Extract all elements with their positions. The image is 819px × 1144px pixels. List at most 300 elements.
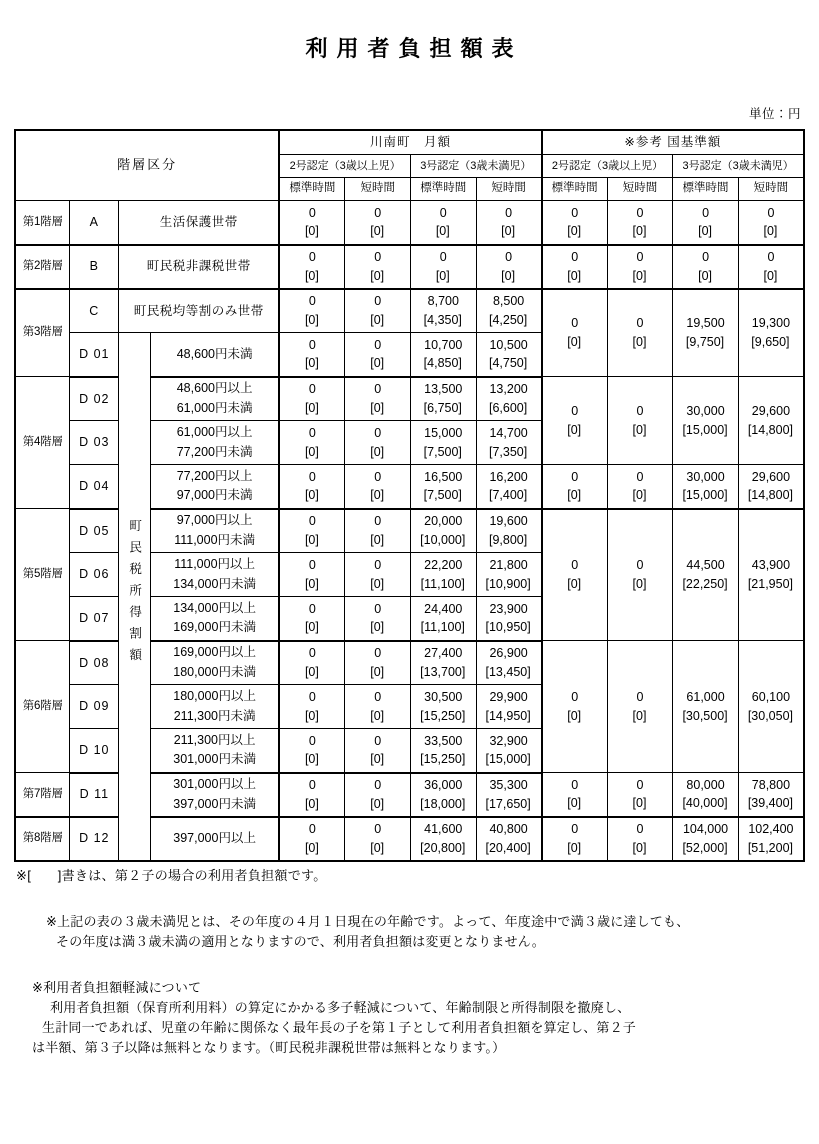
amount-primary: 10,700 — [424, 337, 463, 352]
amount-primary: 30,500 — [424, 689, 463, 704]
tier-code-cell: D 03 — [70, 421, 119, 465]
amount-cell — [345, 465, 411, 509]
amount-primary: 0 — [636, 205, 644, 220]
amount-second-child: [0] — [567, 708, 582, 723]
amount-second-child: [0] — [304, 840, 319, 855]
amount-primary: 78,800 — [751, 777, 791, 792]
amount-second-child: [22,250] — [682, 576, 728, 591]
amount-second-child: [0] — [370, 840, 385, 855]
note3-line3: は半額、第３子以降は無料となります。（町民税非課税世帯は無料となります。） — [32, 1040, 506, 1056]
amount-primary: 0 — [308, 557, 316, 572]
amount-second-child: [0] — [567, 224, 582, 239]
header-kaiso-kubun: 階層区分 — [15, 130, 279, 201]
amount-primary: 104,000 — [682, 821, 729, 836]
income-range-cell — [150, 509, 279, 553]
note3-title: ※利用者負担額軽減について — [32, 979, 202, 995]
amount-cell — [673, 773, 739, 817]
amount-primary: 0 — [571, 689, 579, 704]
amount-primary: 8,500 — [492, 294, 525, 308]
amount-second-child: [15,250] — [420, 752, 466, 767]
income-range-line: 180,000円以上 — [173, 689, 256, 704]
amount-second-child: [0] — [632, 796, 647, 811]
table-row — [15, 289, 804, 333]
amount-primary: 30,000 — [686, 469, 725, 484]
fee-table — [14, 129, 805, 862]
unit-note: 単位：円 — [748, 107, 801, 121]
amount-cell — [476, 509, 542, 553]
income-range-line: 77,200円未満 — [176, 444, 253, 459]
amount-cell — [476, 245, 542, 289]
amount-second-child: [52,000] — [682, 840, 728, 855]
amount-second-child: [0] — [304, 356, 319, 371]
amount-primary: 0 — [374, 514, 382, 528]
amount-cell — [673, 465, 739, 509]
amount-second-child: [0] — [632, 708, 647, 723]
amount-cell — [476, 333, 542, 377]
amount-cell — [345, 729, 411, 773]
amount-primary: 22,200 — [424, 557, 463, 572]
income-range-line: 48,600円以上 — [176, 381, 253, 396]
amount-second-child: [9,650] — [751, 334, 790, 349]
amount-primary: 21,800 — [489, 557, 528, 572]
amount-cell — [476, 553, 542, 597]
amount-cell — [607, 289, 673, 377]
amount-primary: 0 — [374, 249, 382, 264]
amount-second-child: [10,950] — [485, 620, 531, 635]
amount-primary: 0 — [636, 821, 644, 836]
amount-second-child: [30,050] — [747, 708, 794, 723]
tier-code-cell: D 08 — [70, 641, 119, 685]
vertical-income-label-text: 町民税所得割額 — [127, 519, 142, 670]
amount-cell — [411, 509, 477, 553]
amount-cell — [411, 289, 477, 333]
income-range-line: 61,000円未満 — [176, 400, 253, 415]
notes-section — [16, 866, 819, 1059]
income-range-cell — [150, 377, 279, 421]
amount-second-child: [13,700] — [420, 664, 466, 679]
note-bracket-meaning: ※[ ]書きは、第２子の場合の利用者負担額です。 — [16, 867, 327, 883]
amount-primary: 16,200 — [489, 469, 528, 484]
amount-cell — [673, 245, 739, 289]
tier-label-cell: 第3階層 — [15, 289, 70, 377]
amount-second-child: [7,500] — [423, 444, 462, 459]
income-range-cell — [150, 817, 279, 861]
amount-second-child: [21,950] — [747, 576, 794, 591]
amount-second-child: [17,650] — [485, 796, 531, 811]
amount-second-child: [0] — [370, 268, 385, 283]
amount-second-child: [0] — [304, 532, 319, 547]
amount-second-child: [0] — [370, 532, 385, 547]
amount-cell — [738, 817, 804, 861]
amount-primary: 80,000 — [686, 777, 725, 792]
amount-second-child: [0] — [501, 224, 516, 239]
amount-primary: 0 — [374, 337, 382, 352]
note-under-three-definition — [46, 912, 819, 952]
amount-primary: 61,000 — [686, 689, 725, 704]
amount-primary: 0 — [571, 403, 579, 418]
amount-cell — [279, 553, 345, 597]
amount-cell — [607, 509, 673, 641]
amount-primary: 0 — [439, 205, 447, 220]
header-cert-town-3go: 3号認定（3歳未満児） — [411, 155, 542, 178]
amount-cell — [411, 377, 477, 421]
amount-second-child: [0] — [567, 334, 582, 349]
amount-second-child: [0] — [632, 334, 647, 349]
amount-second-child: [0] — [304, 664, 319, 679]
amount-second-child: [6,750] — [423, 400, 462, 415]
amount-primary: 0 — [374, 733, 382, 748]
amount-second-child: [0] — [763, 268, 778, 283]
table-row — [15, 201, 804, 245]
amount-second-child: [0] — [304, 400, 319, 415]
amount-second-child: [15,250] — [420, 708, 466, 723]
amount-second-child: [10,000] — [420, 532, 466, 547]
amount-cell — [542, 201, 608, 245]
income-range-cell — [150, 597, 279, 641]
note-reduction — [32, 978, 819, 1059]
header-time-town-3go-short: 短時間 — [476, 178, 542, 201]
household-description: 生活保護世帯 — [119, 201, 280, 245]
tier-code-cell: D 10 — [70, 729, 119, 773]
amount-second-child: [14,800] — [747, 488, 794, 503]
amount-cell — [345, 421, 411, 465]
amount-cell — [607, 377, 673, 465]
income-range-line: 48,600円未満 — [176, 346, 253, 361]
amount-primary: 16,500 — [424, 469, 463, 484]
amount-second-child: [0] — [501, 268, 516, 283]
amount-cell — [673, 289, 739, 377]
amount-second-child: [4,850] — [423, 356, 462, 371]
amount-primary: 0 — [767, 249, 775, 264]
header-time-town-2go-standard: 標準時間 — [279, 178, 345, 201]
header-group-town: 川南町 月額 — [279, 130, 541, 155]
amount-second-child: [0] — [370, 312, 385, 327]
amount-primary: 0 — [374, 294, 382, 308]
amount-primary: 0 — [636, 403, 644, 418]
amount-second-child: [0] — [698, 224, 712, 239]
note2-line2: その年度は満３歳未満の適用となりますので、利用者負担額は変更となりません。 — [56, 933, 545, 949]
page-title: 利用者負担額表 — [305, 36, 523, 61]
amount-second-child: [0] — [567, 488, 582, 503]
amount-primary: 0 — [636, 777, 644, 792]
amount-primary: 0 — [505, 205, 513, 220]
amount-second-child: [14,950] — [485, 708, 531, 723]
amount-cell — [279, 289, 345, 333]
amount-second-child: [0] — [567, 840, 582, 855]
amount-primary: 0 — [571, 316, 579, 330]
amount-cell — [279, 421, 345, 465]
amount-second-child: [0] — [632, 224, 647, 239]
amount-primary: 0 — [374, 689, 382, 704]
amount-primary: 29,600 — [751, 469, 791, 484]
amount-cell — [607, 641, 673, 773]
amount-primary: 0 — [374, 205, 382, 220]
amount-second-child: [0] — [370, 752, 385, 767]
amount-primary: 0 — [767, 205, 775, 220]
amount-primary: 14,700 — [489, 425, 528, 440]
note3-line1: 利用者負担額（保育所利用料）の算定にかかる多子軽減について、年齢制限と所得制限を撤廃し、 — [50, 1000, 631, 1016]
income-range-line: 211,300円未満 — [173, 708, 256, 723]
amount-primary: 0 — [308, 689, 316, 704]
header-time-natl-3go-short: 短時間 — [738, 178, 804, 201]
tier-label-cell: 第6階層 — [15, 641, 70, 773]
amount-cell — [673, 377, 739, 465]
amount-primary: 0 — [308, 733, 316, 748]
amount-primary: 0 — [636, 469, 644, 484]
amount-cell — [345, 333, 411, 377]
amount-primary: 33,500 — [424, 733, 463, 748]
amount-second-child: [7,500] — [423, 488, 462, 503]
amount-second-child: [4,350] — [423, 312, 462, 327]
amount-cell — [542, 377, 608, 465]
amount-cell — [542, 289, 608, 377]
income-range-cell — [150, 685, 279, 729]
amount-second-child: [0] — [370, 400, 385, 415]
header-cert-natl-2go: 2号認定（3歳以上児） — [542, 155, 673, 178]
income-range-line: 97,000円以上 — [176, 513, 253, 528]
household-description: 町民税非課税世帯 — [119, 245, 280, 289]
amount-second-child: [0] — [304, 796, 319, 811]
amount-primary: 24,400 — [424, 601, 463, 616]
amount-cell — [738, 289, 804, 377]
amount-primary: 0 — [374, 646, 382, 660]
amount-cell — [411, 773, 477, 817]
amount-primary: 0 — [308, 601, 316, 616]
amount-cell — [738, 509, 804, 641]
amount-primary: 0 — [505, 249, 513, 264]
income-range-line: 111,000円未満 — [174, 532, 256, 547]
income-range-line: 169,000円未満 — [173, 620, 256, 635]
amount-cell — [542, 773, 608, 817]
income-range-line: 301,000円未満 — [173, 752, 256, 767]
amount-second-child: [0] — [304, 224, 319, 239]
amount-primary: 0 — [374, 557, 382, 572]
amount-cell — [345, 597, 411, 641]
note3-line2: 生計同一であれば、児童の年齢に関係なく最年長の子を第１子として利用者負担額を算定し、第２子 — [42, 1020, 637, 1036]
amount-cell — [476, 817, 542, 861]
amount-cell — [476, 641, 542, 685]
amount-second-child: [0] — [632, 422, 647, 437]
amount-cell — [345, 377, 411, 421]
amount-cell — [476, 289, 542, 333]
amount-second-child: [0] — [304, 268, 319, 283]
amount-cell — [411, 201, 477, 245]
amount-cell — [738, 377, 804, 465]
tier-code-cell: D 05 — [70, 509, 119, 553]
tier-code-cell: D 01 — [70, 333, 119, 377]
amount-cell — [542, 245, 608, 289]
amount-cell — [542, 509, 608, 641]
amount-primary: 60,100 — [751, 689, 791, 704]
amount-second-child: [0] — [304, 576, 319, 591]
amount-second-child: [14,800] — [747, 422, 794, 437]
amount-primary: 43,900 — [751, 558, 791, 572]
tier-label-cell: 第2階層 — [15, 245, 70, 289]
table-body — [15, 201, 804, 861]
amount-cell — [476, 729, 542, 773]
amount-primary: 0 — [308, 382, 316, 396]
tier-code-cell: D 11 — [70, 773, 119, 817]
amount-second-child: [0] — [304, 312, 319, 327]
amount-second-child: [4,750] — [488, 356, 528, 371]
amount-cell — [279, 201, 345, 245]
amount-primary: 44,500 — [686, 558, 725, 572]
tier-code-cell: D 02 — [70, 377, 119, 421]
amount-cell — [345, 201, 411, 245]
household-description: 町民税均等割のみ世帯 — [119, 289, 280, 333]
amount-second-child: [0] — [435, 268, 450, 283]
amount-primary: 0 — [308, 205, 316, 220]
amount-cell — [279, 685, 345, 729]
amount-cell — [411, 553, 477, 597]
income-range-line: 180,000円未満 — [173, 664, 256, 679]
amount-second-child: [7,350] — [488, 444, 528, 459]
amount-second-child: [11,100] — [420, 620, 465, 635]
header-group-national: ※参考 国基準額 — [542, 130, 804, 155]
amount-primary: 0 — [374, 821, 382, 836]
amount-primary: 0 — [571, 469, 579, 484]
income-range-line: 301,000円以上 — [173, 777, 256, 792]
amount-second-child: [4,250] — [488, 312, 528, 327]
amount-cell — [345, 685, 411, 729]
income-range-cell — [150, 773, 279, 817]
amount-primary: 0 — [571, 558, 579, 572]
amount-cell — [476, 597, 542, 641]
income-range-cell — [150, 465, 279, 509]
amount-cell — [476, 773, 542, 817]
amount-second-child: [0] — [632, 268, 647, 283]
amount-primary: 0 — [308, 337, 316, 352]
amount-second-child: [0] — [632, 488, 647, 503]
amount-second-child: [7,400] — [488, 488, 528, 503]
amount-cell — [738, 641, 804, 773]
amount-cell — [542, 817, 608, 861]
amount-primary: 26,900 — [489, 646, 528, 660]
amount-cell — [607, 245, 673, 289]
header-time-town-2go-short: 短時間 — [345, 178, 411, 201]
amount-cell — [673, 201, 739, 245]
amount-primary: 0 — [571, 821, 579, 836]
amount-second-child: [0] — [567, 796, 582, 811]
header-time-natl-3go-standard: 標準時間 — [673, 178, 739, 201]
amount-second-child: [0] — [304, 488, 319, 503]
amount-cell — [411, 597, 477, 641]
income-range-line: 397,000円以上 — [173, 830, 256, 845]
amount-second-child: [0] — [304, 708, 319, 723]
amount-primary: 8,700 — [427, 294, 459, 308]
amount-second-child: [0] — [370, 796, 385, 811]
amount-cell — [279, 641, 345, 685]
amount-primary: 0 — [636, 558, 644, 572]
amount-second-child: [0] — [370, 356, 385, 371]
amount-cell — [607, 465, 673, 509]
amount-cell — [673, 817, 739, 861]
amount-primary: 0 — [636, 249, 644, 264]
header-time-town-3go-standard: 標準時間 — [411, 178, 477, 201]
tier-label-cell: 第1階層 — [15, 201, 70, 245]
income-range-line: 134,000円以上 — [173, 600, 256, 615]
amount-primary: 0 — [308, 777, 316, 792]
amount-primary: 19,600 — [489, 514, 528, 528]
table-header — [15, 130, 804, 201]
tier-code-cell: D 04 — [70, 465, 119, 509]
amount-cell — [607, 201, 673, 245]
amount-primary: 0 — [374, 382, 382, 396]
income-range-line: 97,000円未満 — [176, 488, 253, 503]
amount-second-child: [0] — [763, 224, 778, 239]
note2-line1: ※上記の表の３歳未満児とは、その年度の４月１日現在の年齢です。よって、年度途中で満３歳に達しても、 — [46, 913, 690, 929]
amount-cell — [345, 245, 411, 289]
amount-cell — [279, 465, 345, 509]
income-range-line: 77,200円以上 — [176, 468, 253, 483]
amount-cell — [673, 641, 739, 773]
amount-second-child: [51,200] — [747, 840, 794, 855]
amount-primary: 27,400 — [424, 646, 463, 660]
tier-code-cell: D 07 — [70, 597, 119, 641]
amount-primary: 19,300 — [751, 316, 791, 330]
amount-cell — [411, 333, 477, 377]
income-range-line: 61,000円以上 — [176, 425, 253, 440]
amount-primary: 32,900 — [489, 733, 528, 748]
tier-label-cell: 第8階層 — [15, 817, 70, 861]
amount-cell — [542, 641, 608, 773]
header-time-natl-2go-short: 短時間 — [607, 178, 673, 201]
amount-primary: 13,500 — [424, 382, 463, 396]
amount-second-child: [40,000] — [682, 796, 728, 811]
amount-second-child: [0] — [304, 752, 319, 767]
amount-second-child: [0] — [304, 444, 319, 459]
income-range-line: 211,300円以上 — [173, 732, 256, 747]
amount-primary: 0 — [374, 777, 382, 792]
amount-cell — [542, 465, 608, 509]
amount-cell — [279, 817, 345, 861]
income-range-line: 397,000円未満 — [173, 796, 256, 811]
amount-cell — [345, 553, 411, 597]
amount-primary: 0 — [636, 316, 644, 330]
amount-second-child: [15,000] — [682, 422, 728, 437]
amount-cell — [738, 773, 804, 817]
table-row — [15, 245, 804, 289]
amount-primary: 41,600 — [424, 821, 463, 836]
amount-primary: 0 — [571, 249, 579, 264]
amount-cell — [476, 377, 542, 421]
vertical-income-label — [119, 333, 151, 861]
amount-cell — [476, 465, 542, 509]
amount-second-child: [6,600] — [488, 400, 528, 415]
amount-cell — [738, 245, 804, 289]
amount-second-child: [0] — [567, 268, 582, 283]
amount-second-child: [0] — [567, 576, 582, 591]
tier-label-cell: 第5階層 — [15, 509, 70, 641]
amount-cell — [411, 729, 477, 773]
amount-cell — [738, 465, 804, 509]
amount-cell — [345, 509, 411, 553]
amount-second-child: [9,750] — [685, 334, 725, 349]
income-range-cell — [150, 553, 279, 597]
income-range-cell — [150, 641, 279, 685]
amount-primary: 0 — [702, 249, 710, 264]
amount-second-child: [13,450] — [485, 664, 531, 679]
tier-label-cell: 第4階層 — [15, 377, 70, 509]
amount-second-child: [30,500] — [682, 708, 728, 723]
amount-primary: 0 — [308, 646, 316, 660]
amount-second-child: [0] — [632, 840, 647, 855]
income-range-line: 169,000円以上 — [173, 645, 256, 660]
tier-label-cell: 第7階層 — [15, 773, 70, 817]
amount-second-child: [0] — [370, 708, 385, 723]
amount-primary: 102,400 — [748, 821, 794, 836]
tier-code-cell: D 06 — [70, 553, 119, 597]
